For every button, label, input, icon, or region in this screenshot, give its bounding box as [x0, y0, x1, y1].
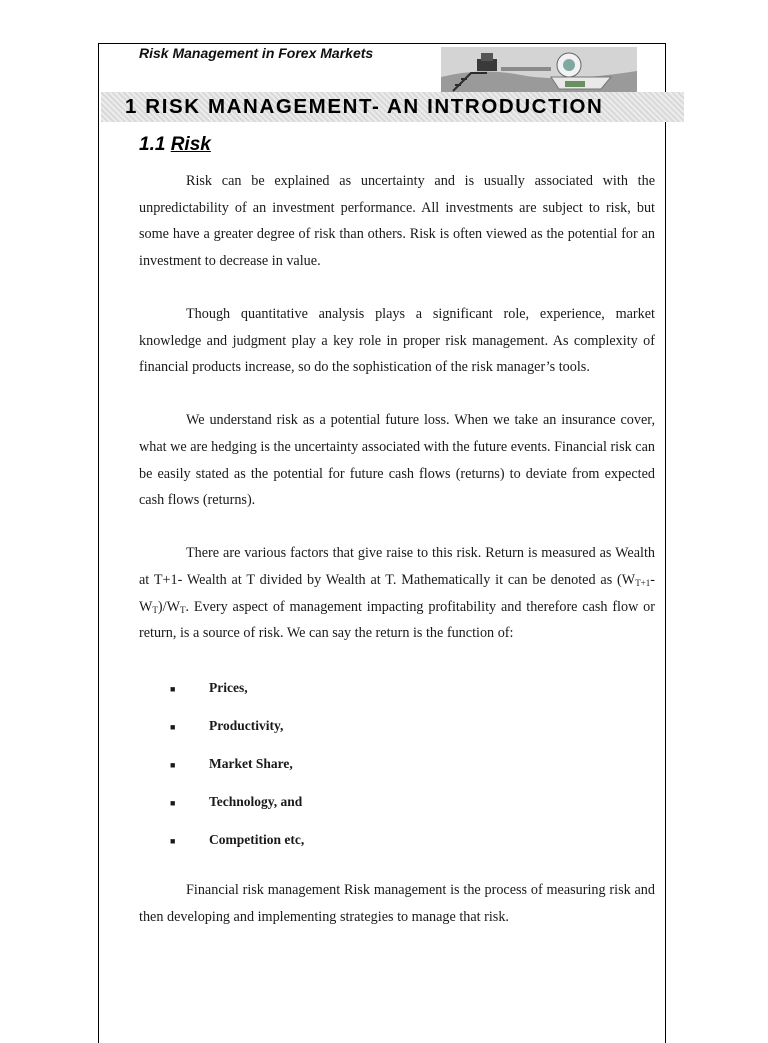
formula-subscript: T+1	[635, 577, 651, 588]
chapter-title: 1 RISK MANAGEMENT- AN INTRODUCTION	[125, 95, 604, 118]
paragraph: We understand risk as a potential future loss. When we take an insurance cover, what we are hedging is the uncertainty associated with the future events. Financial risk can be easily stated as the potential for future cash flows (returns) to deviate from expected cash flows (returns).	[139, 412, 655, 509]
formula-text: )/W	[157, 598, 180, 615]
document-page	[98, 43, 666, 1043]
list-item	[139, 669, 655, 707]
header-illustration	[441, 47, 637, 93]
paragraph-with-formula	[139, 540, 655, 646]
bullet-square-icon: ■	[170, 760, 176, 771]
paragraph: Though quantitative analysis plays a significant role, experience, market knowledge and judgment play a key role in proper risk management. As complexity of financial products increase, so do the sophistication of the risk manager’s tools.	[139, 305, 655, 376]
factor-list	[139, 669, 655, 859]
paragraph: Risk can be explained as uncertainty and is usually associated with the unpredictability of an investment performance. All investments are subject to risk, but some have a greater degree of risk than others. Risk is often viewed as the potential for an investment to decrease in value.	[139, 173, 655, 269]
list-item	[139, 821, 655, 859]
body-text	[139, 168, 655, 957]
list-item-label: Competition etc,	[209, 832, 305, 848]
list-item	[139, 745, 655, 783]
bullet-square-icon: ■	[170, 798, 176, 809]
list-item	[139, 783, 655, 821]
section-number: 1.1	[139, 134, 166, 155]
list-item-label: Productivity,	[209, 718, 284, 734]
running-header-title: Risk Management in Forex Markets	[139, 45, 374, 61]
section-title: Risk	[170, 134, 211, 155]
section-heading	[139, 134, 211, 156]
bullet-square-icon: ■	[170, 722, 176, 733]
list-item	[139, 707, 655, 745]
bullet-square-icon: ■	[170, 684, 176, 695]
list-item-label: Prices,	[209, 680, 248, 696]
formula-subscript: T	[152, 604, 158, 615]
formula-text: -W	[139, 571, 655, 615]
paragraph: Financial risk management Risk management is the process of measuring risk and then developing and implementing strategies to manage that risk.	[139, 882, 655, 925]
paragraph-text: . Every aspect of management impacting profitability and therefore cash flow or return, is a source of risk. We can say the return is the function of:	[139, 598, 655, 642]
bullet-square-icon: ■	[170, 836, 176, 847]
formula-subscript: T	[179, 604, 186, 615]
list-item-label: Technology, and	[209, 794, 303, 810]
list-item-label: Market Share,	[209, 756, 293, 772]
paragraph-text: There are various factors that give raise to this risk. Return is measured as Wealth at T+1- Wealth at T divided by Wealth at T. Mathematically it can be denoted as (W	[139, 545, 655, 588]
